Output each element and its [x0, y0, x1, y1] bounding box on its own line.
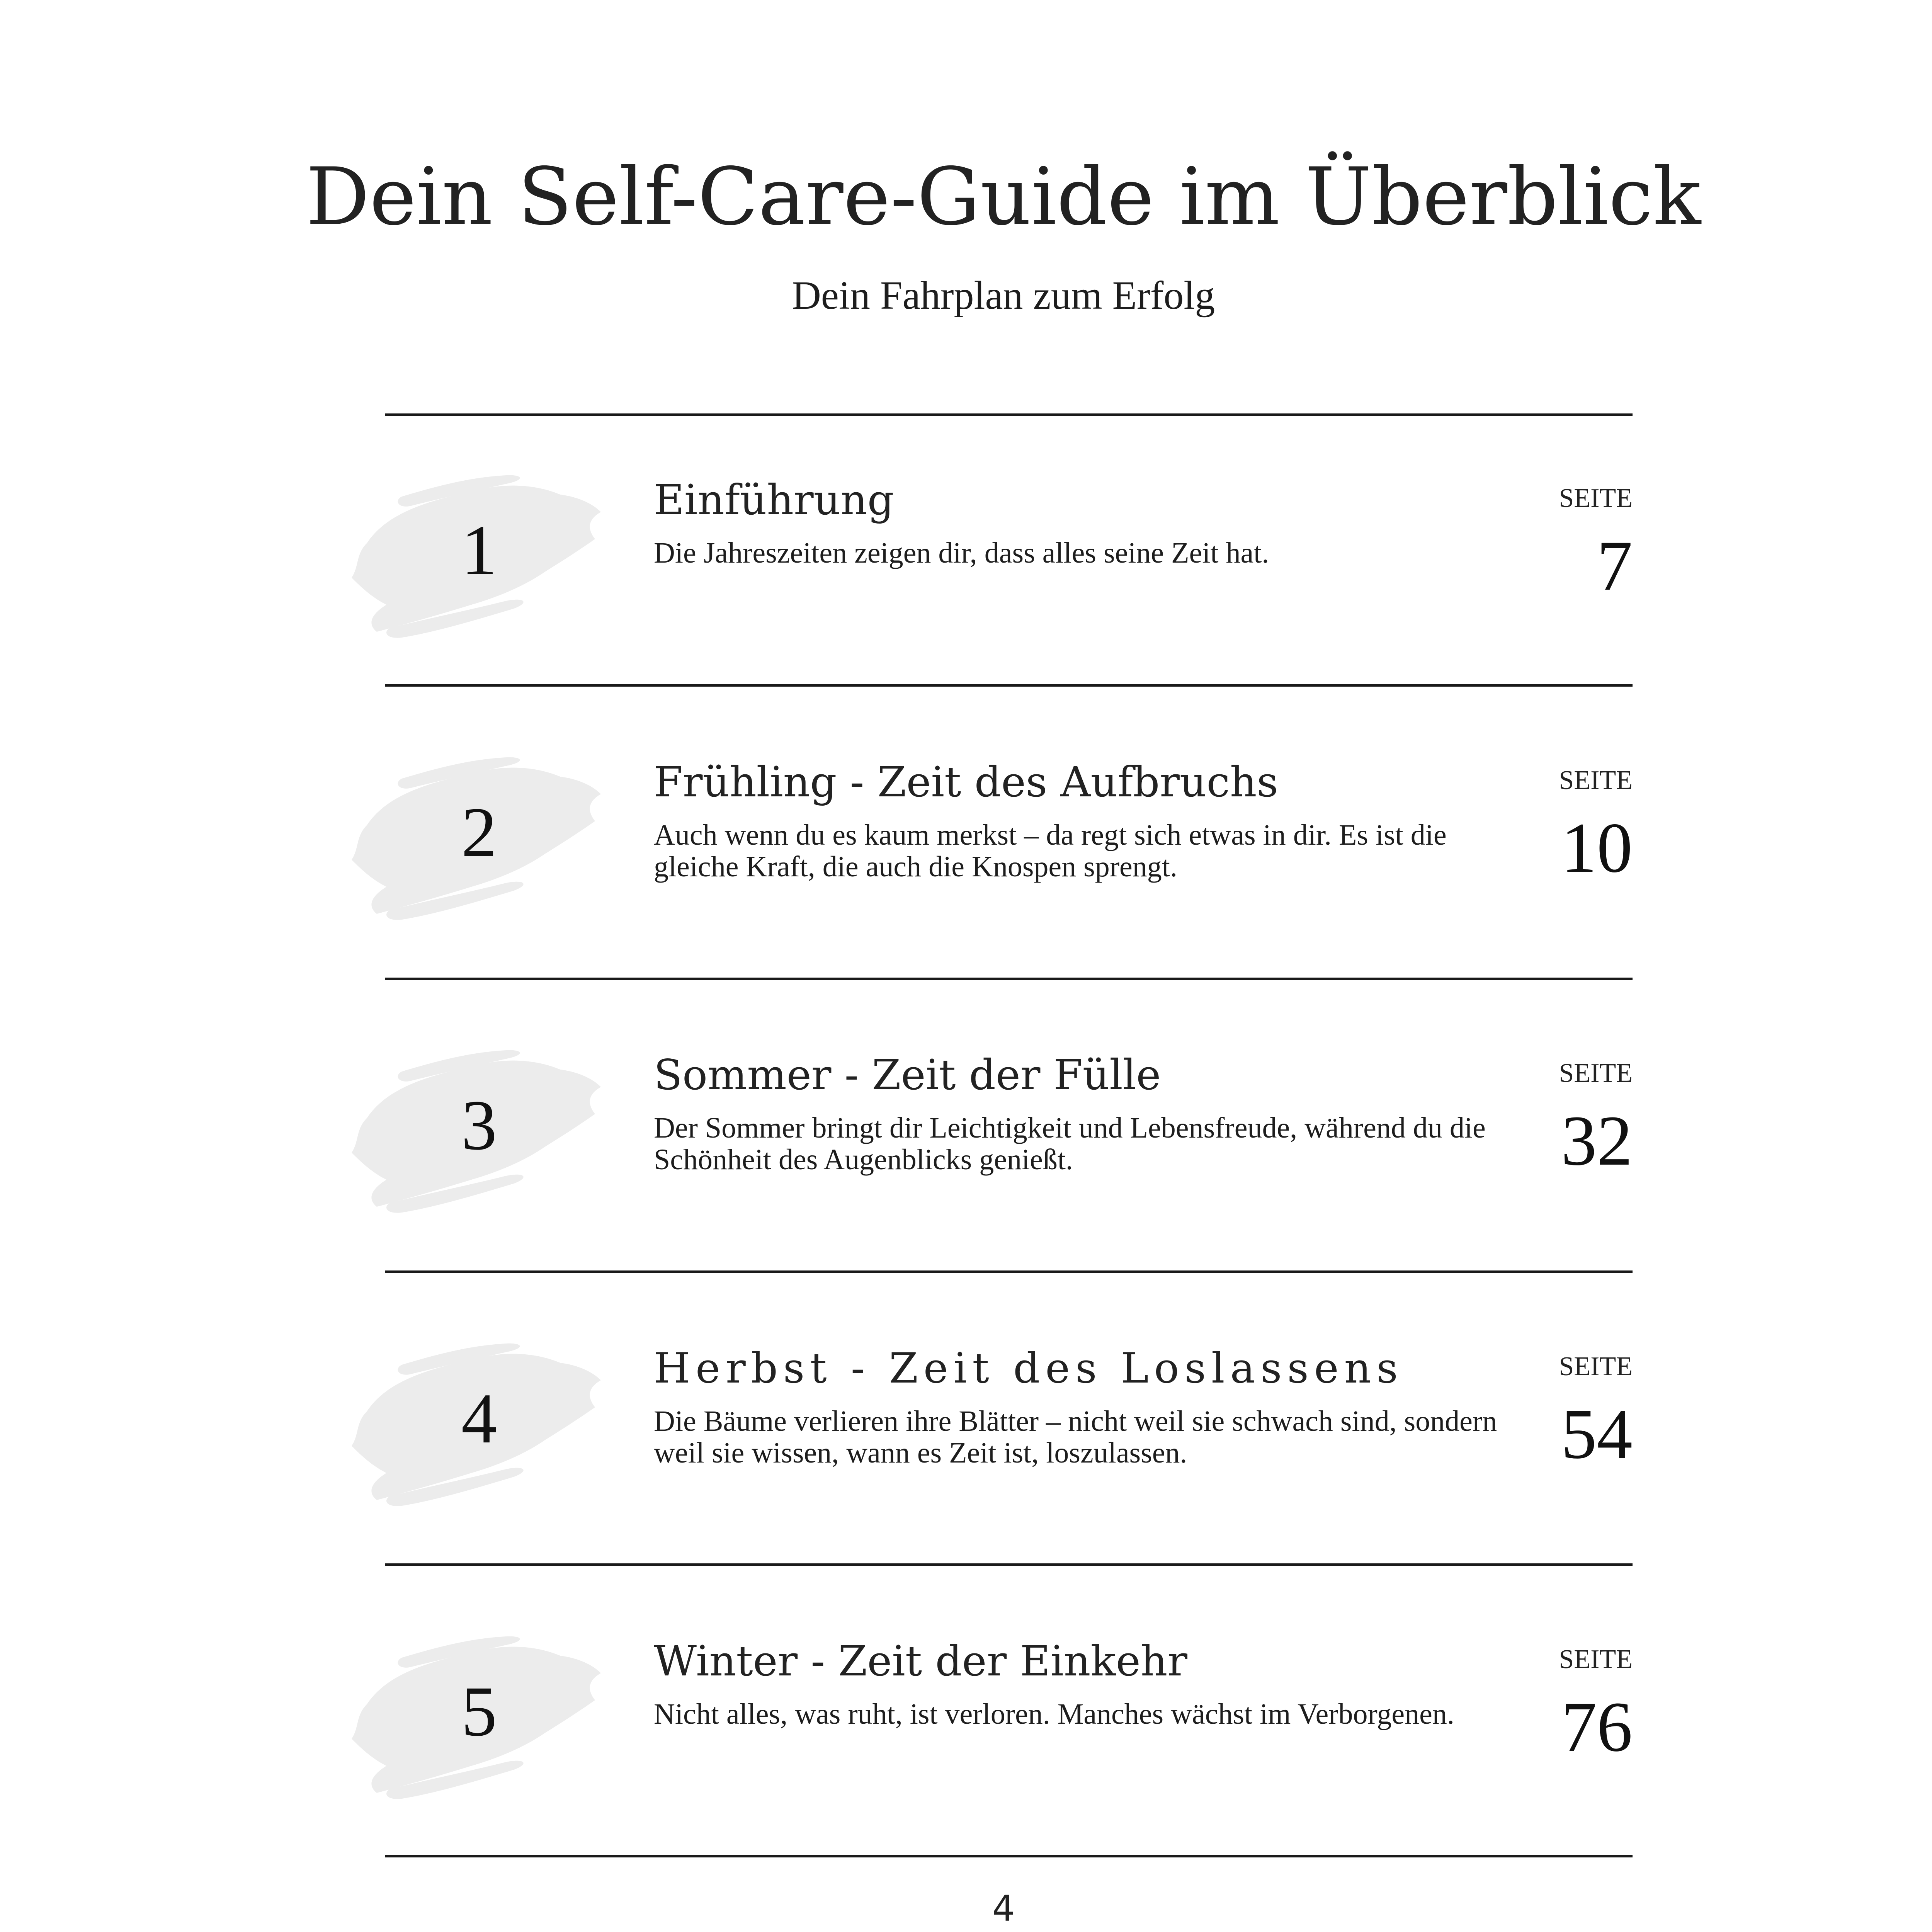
page-label: SEITE — [1559, 1058, 1633, 1088]
chapter-title: Winter - Zeit der Einkehr — [654, 1637, 1188, 1685]
chapter-number: 1 — [461, 511, 497, 590]
chapter-title: Frühling - Zeit des Aufbruchs — [654, 758, 1278, 806]
chapter-number: 4 — [461, 1379, 497, 1458]
divider — [385, 978, 1633, 980]
chapter-description: Der Sommer bringt dir Leichtigkeit und Lebensfreude, während du die Schönheit des Augenblicks genießt. — [654, 1112, 1486, 1176]
chapter-number: 2 — [461, 793, 497, 872]
divider — [385, 1270, 1633, 1273]
toc-entry-5[interactable] — [0, 1623, 1932, 1870]
chapter-title: Sommer - Zeit der Fülle — [654, 1051, 1161, 1099]
chapter-page-number: 10 — [1561, 808, 1633, 888]
divider — [385, 1855, 1633, 1857]
chapter-title: Einführung — [654, 476, 894, 524]
chapter-description: Die Bäume verlieren ihre Blätter – nicht weil sie schwach sind, sondern weil sie wissen, wann es Zeit ist, loszulassen. — [654, 1405, 1497, 1469]
page-label: SEITE — [1559, 483, 1633, 513]
toc-entry-3[interactable] — [0, 1037, 1932, 1284]
chapter-page-number: 7 — [1597, 526, 1633, 605]
chapter-page-number: 54 — [1561, 1395, 1633, 1474]
footer-page-number: 4 — [992, 1888, 1015, 1929]
toc-entry-1[interactable] — [0, 462, 1932, 709]
chapter-number: 3 — [461, 1086, 497, 1165]
page-title: Dein Self-Care-Guide im Überblick — [306, 151, 1701, 243]
chapter-description: Die Jahreszeiten zeigen dir, dass alles seine Zeit hat. — [654, 537, 1269, 569]
chapter-page-number: 76 — [1561, 1687, 1633, 1767]
divider — [385, 684, 1633, 687]
page-label: SEITE — [1559, 1352, 1633, 1381]
toc-entry-4[interactable] — [0, 1330, 1932, 1577]
chapter-title: Herbst - Zeit des Loslassens — [654, 1344, 1403, 1393]
chapter-page-number: 32 — [1561, 1101, 1633, 1180]
divider — [385, 1563, 1633, 1566]
page-label: SEITE — [1559, 1645, 1633, 1674]
page-label: SEITE — [1559, 765, 1633, 795]
chapter-description: Auch wenn du es kaum merkst – da regt sich etwas in dir. Es ist die gleiche Kraft, die auch die Knospen sprengt. — [654, 819, 1447, 883]
chapter-number: 5 — [461, 1672, 497, 1751]
divider — [385, 413, 1633, 416]
toc-entry-2[interactable] — [0, 744, 1932, 991]
chapter-description: Nicht alles, was ruht, ist verloren. Manches wächst im Verborgenen. — [654, 1698, 1454, 1730]
page-subtitle: Dein Fahrplan zum Erfolg — [792, 273, 1215, 318]
